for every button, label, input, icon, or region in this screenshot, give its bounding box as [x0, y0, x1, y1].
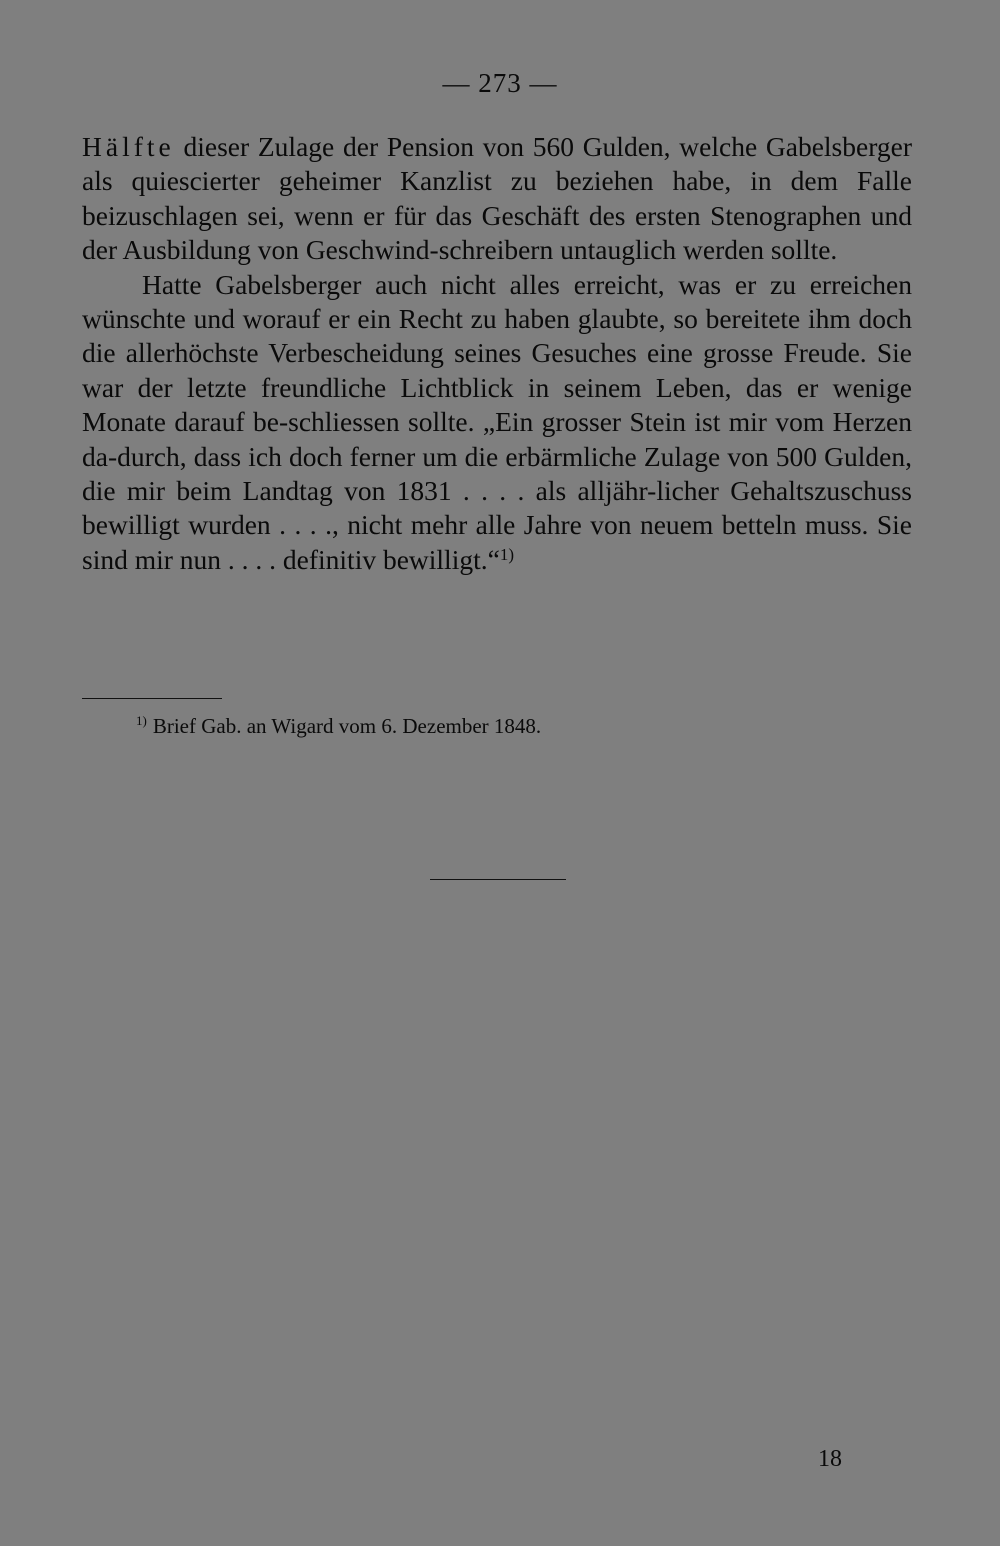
footnote-rule: [82, 698, 222, 699]
spaced-lead-word: Hälfte: [82, 131, 175, 162]
footnote-reference[interactable]: 1): [499, 544, 514, 564]
paragraph-1-text: dieser Zulage der Pension von 560 Gulden, welche Gabelsberger als quiescierter geheimer Kanzlist zu beziehen habe, in dem Falle beizuschlagen sei, wenn er für das Geschäft des ersten Stenographen und der Ausbildung von Geschwind-schreibern untauglich werden sollte.: [82, 131, 912, 266]
paragraph-2: [82, 268, 912, 578]
paragraph-1: [82, 130, 912, 268]
footnote-marker: 1): [136, 713, 147, 728]
page-header: [0, 68, 1000, 99]
footnote-text: Brief Gab. an Wigard vom 6. Dezember 1848.: [152, 714, 542, 738]
signature-number: 18: [818, 1446, 842, 1472]
page-number: — 273 —: [442, 68, 558, 98]
section-end-rule: [430, 879, 566, 880]
body-text: [82, 130, 912, 577]
paragraph-2-text: Hatte Gabelsberger auch nicht alles erreicht, was er zu erreichen wünschte und worauf er ein Recht zu haben glaubte, so bereitete ihm doch die allerhöchste Verbescheidung seines Gesuches eine grosse Freude. Sie war der letzte freundliche Lichtblick in seinem Leben, das er wenige Monate darauf be-schliessen sollte. „Ein grosser Stein ist mir vom Herzen da-durch, dass ich doch ferner um die erbärmliche Zulage von 500 Gulden, die mir beim Landtag von 1831 . . . . als alljähr-licher Gehaltszuschuss bewilligt wurden . . . ., nicht mehr alle Jahre von neuem betteln muss. Sie sind mir nun . . . . definitiv bewilligt.“: [82, 268, 912, 575]
signature-mark: [818, 1446, 842, 1473]
footnote: [136, 712, 836, 740]
